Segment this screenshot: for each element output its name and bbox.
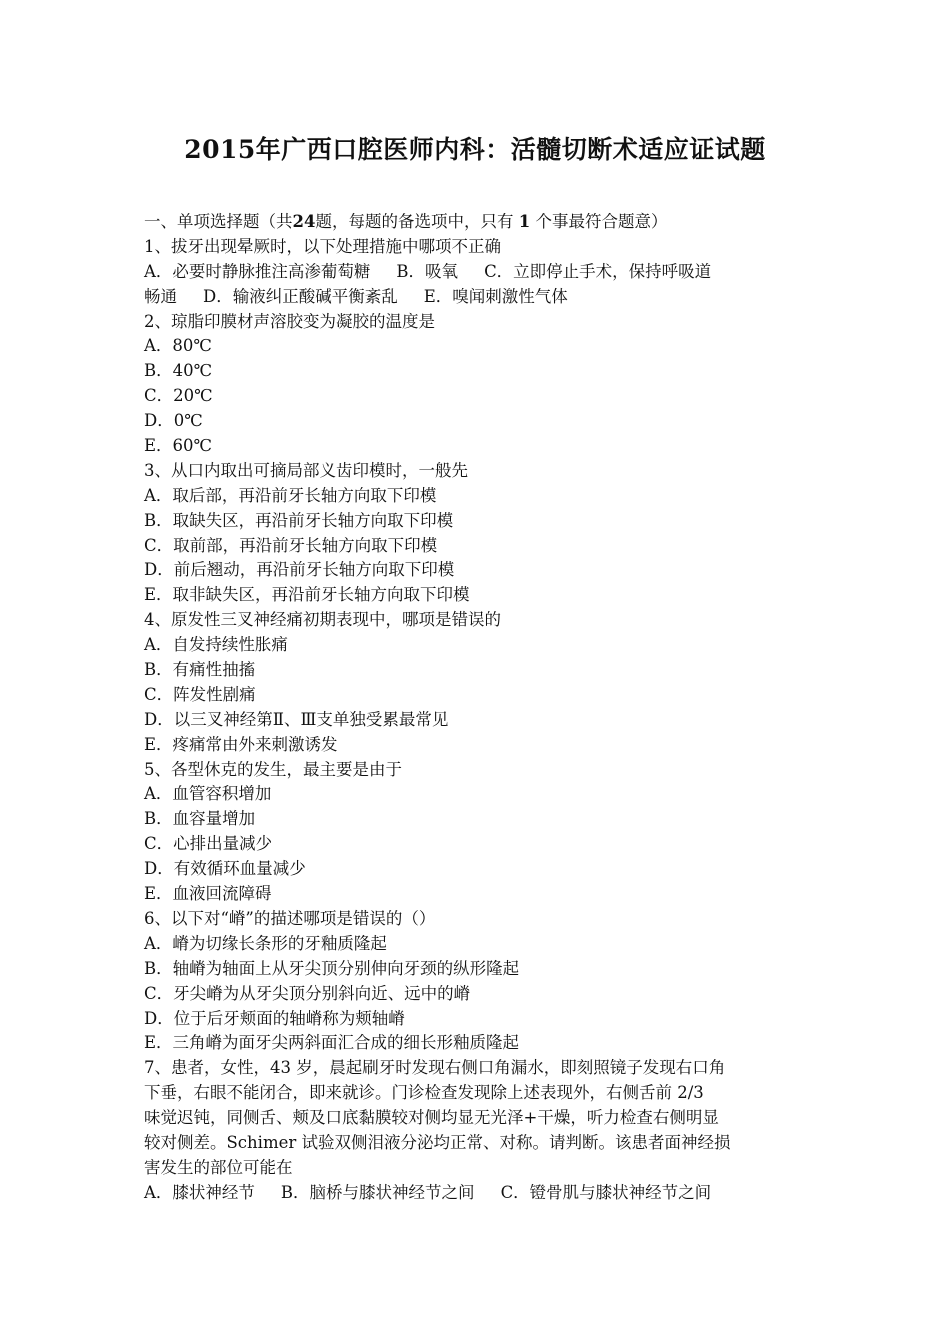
question-7-options-row [144,1181,812,1206]
section-heading-pre: 一、单项选择题（共 [144,212,293,231]
question-1-stem: 1、拔牙出现晕厥时，以下处理措施中哪项不正确 [144,236,501,256]
question-3-option-e: E．取非缺失区，再沿前牙长轴方向取下印模 [144,585,470,605]
question-4-stem: 4、原发性三叉神经痛初期表现中，哪项是错误的 [144,610,501,630]
question-7-option-b: B．脑桥与膝状神经节之间 [280,1182,475,1202]
question-6-option-d: D．位于后牙颊面的轴嵴称为颊轴嵴 [144,1008,405,1028]
question-4-option-d: D．以三叉神经第Ⅱ、Ⅲ支单独受累最常见 [144,709,449,729]
question-7-stem-line-5: 害发生的部位可能在 [144,1157,293,1177]
question-2-option-e: E．60℃ [144,436,212,456]
question-4-option-a: A．自发持续性胀痛 [144,635,288,655]
question-1-option-c-cont: 畅通 [144,286,177,306]
question-4-option-e: E．疼痛常由外来刺激诱发 [144,734,338,754]
section-heading [144,210,812,235]
section-heading-mid: 题，每题的备选项中，只有 [315,212,514,231]
question-1-option-e: E．嗅闻刺激性气体 [423,286,568,306]
question-5-option-a: A．血管容积增加 [144,784,272,804]
question-7-option-a: A．膝状神经节 [144,1182,255,1202]
question-1-options-row-2 [144,285,812,310]
question-3-option-a: A．取后部，再沿前牙长轴方向取下印模 [144,485,437,505]
question-5-option-c: C．心排出量减少 [144,834,273,854]
question-3-option-b: B．取缺失区，再沿前牙长轴方向取下印模 [144,510,454,530]
question-2-option-c: C．20℃ [144,386,213,406]
question-2-stem: 2、琼脂印膜材声溶胶变为凝胶的温度是 [144,311,435,331]
section-heading-post: 个事最符合题意） [535,212,668,231]
question-6-option-e: E．三角嵴为面牙尖两斜面汇合成的细长形釉质隆起 [144,1033,520,1053]
question-1-option-c: C．立即停止手术，保持呼吸道 [484,261,712,281]
question-7-stem-line-1: 7、患者，女性，43 岁，晨起刷牙时发现右侧口角漏水，即刻照镜子发现右口角 [144,1058,726,1078]
question-1-option-a: A．必要时静脉推注高渗葡萄糖 [144,261,371,281]
question-6-option-a: A．嵴为切缘长条形的牙釉质隆起 [144,933,387,953]
question-6-stem: 6、以下对“嵴”的描述哪项是错误的（） [144,908,436,928]
question-3-option-c: C．取前部，再沿前牙长轴方向取下印模 [144,535,438,555]
question-7-stem-line-3: 味觉迟钝，同侧舌、颊及口底黏膜较对侧均显无光泽+干燥，听力检查右侧明显 [144,1108,719,1128]
question-1-option-b: B．吸氧 [396,261,459,281]
question-7-stem-line-2: 下垂，右眼不能闭合，即来就诊。门诊检查发现除上述表现外，右侧舌前 2/3 [144,1083,704,1103]
section-answer-count: 1 [518,212,531,231]
question-1-option-d: D．输液纠正酸碱平衡紊乱 [203,286,398,306]
question-2-option-a: A．80℃ [144,336,212,356]
question-2-option-d: D．0℃ [144,411,203,431]
question-6-option-b: B．轴嵴为轴面上从牙尖顶分别伸向牙颈的纵形隆起 [144,958,520,978]
question-5-option-d: D．有效循环血量减少 [144,859,306,879]
question-3-stem: 3、从口内取出可摘局部义齿印模时，一般先 [144,460,468,480]
question-7-option-c: C．镫骨肌与膝状神经节之间 [500,1182,712,1202]
question-4-option-b: B．有痛性抽搐 [144,660,256,680]
question-5-stem: 5、各型休克的发生，最主要是由于 [144,759,402,779]
question-4-option-c: C．阵发性剧痛 [144,684,256,704]
question-7-stem-line-4: 较对侧差。Schimer 试验双侧泪液分泌均正常、对称。请判断。该患者面神经损 [144,1132,731,1152]
question-1-options-row-1 [144,260,812,285]
question-5-option-e: E．血液回流障碍 [144,884,272,904]
question-2-option-b: B．40℃ [144,361,213,381]
question-3-option-d: D．前后翘动，再沿前牙长轴方向取下印模 [144,560,455,580]
section-question-count: 24 [292,212,316,231]
question-5-option-b: B．血容量增加 [144,809,256,829]
document-body [144,210,812,1206]
document-title: 2015年广西口腔医师内科：活髓切断术适应证试题 [184,135,766,164]
question-6-option-c: C．牙尖嵴为从牙尖顶分别斜向近、远中的嵴 [144,983,471,1003]
